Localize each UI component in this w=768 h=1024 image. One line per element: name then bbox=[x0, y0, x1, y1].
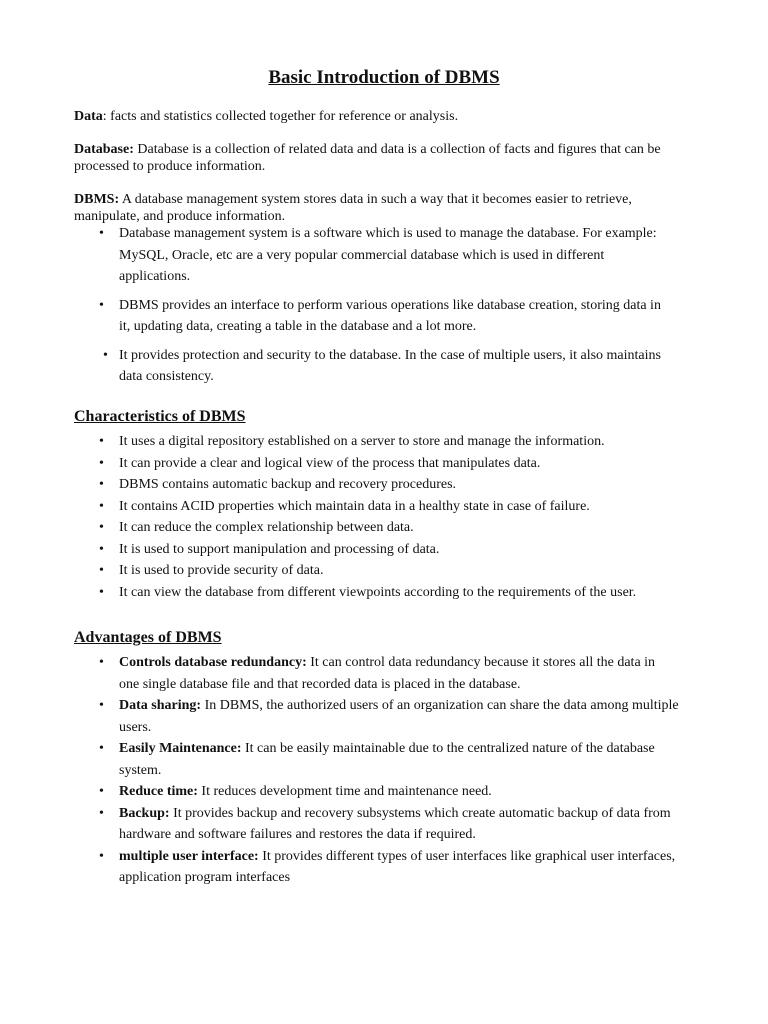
advantage-text: It can control data redundancy because it stores all the data in one single database file and that recorded data is placed in the database. bbox=[119, 655, 656, 692]
list-item bbox=[0, 474, 700, 496]
list-item-text: It uses a digital repository established on a server to store and manage the information. bbox=[119, 434, 605, 449]
advantage-lead: Controls database redundancy: bbox=[119, 655, 307, 670]
definition-term: DBMS: bbox=[74, 192, 120, 207]
list-item bbox=[0, 652, 700, 695]
list-item bbox=[0, 453, 700, 475]
advantage-lead: Backup: bbox=[119, 805, 170, 821]
list-item-text: It can view the database from different viewpoints according to the requirements of the user. bbox=[119, 584, 637, 600]
bullet-icon: • bbox=[99, 434, 104, 449]
characteristics-heading: Characteristics of DBMS bbox=[74, 408, 246, 425]
bullet-icon: • bbox=[99, 655, 104, 670]
list-item bbox=[0, 223, 662, 288]
list-item-text: It is used to support manipulation and processing of data. bbox=[119, 541, 440, 557]
list-item bbox=[0, 539, 700, 561]
list-item bbox=[0, 695, 700, 738]
list-item bbox=[0, 738, 700, 781]
bullet-icon: • bbox=[99, 498, 104, 514]
advantage-text: It provides different types of user interfaces like graphical user interfaces, application program interfaces bbox=[119, 848, 676, 885]
definition-database bbox=[74, 142, 686, 175]
advantages-heading: Advantages of DBMS bbox=[74, 629, 222, 646]
bullet-icon: • bbox=[99, 297, 104, 313]
advantage-lead: Data sharing: bbox=[119, 698, 202, 713]
definition-text: A database management system stores data in such a way that it becomes easier to retrieve, manipulate, and produce information. bbox=[74, 192, 632, 224]
definition-dbms bbox=[74, 192, 699, 225]
advantage-text: It can be easily maintainable due to the centralized nature of the database system. bbox=[119, 741, 655, 778]
advantage-text: In DBMS, the authorized users of an organization can share the data among multiple users. bbox=[119, 698, 679, 735]
page-title: Basic Introduction of DBMS bbox=[268, 67, 500, 88]
list-item-text: DBMS contains automatic backup and recovery procedures. bbox=[119, 477, 457, 492]
bullet-icon: • bbox=[99, 784, 104, 799]
bullet-icon: • bbox=[99, 520, 104, 535]
list-item bbox=[0, 496, 700, 518]
bullet-icon: • bbox=[99, 848, 104, 864]
bullet-icon: • bbox=[99, 541, 104, 557]
definition-text: Database is a collection of related data and data is a collection of facts and figures that can be processed to produce information. bbox=[74, 142, 661, 174]
bullet-icon: • bbox=[99, 477, 104, 492]
characteristics-list bbox=[0, 431, 700, 603]
advantage-lead: Easily Maintenance: bbox=[119, 741, 242, 756]
dbms-points-list bbox=[0, 223, 662, 395]
list-item bbox=[0, 560, 700, 582]
list-item-text: It can provide a clear and logical view of the process that manipulates data. bbox=[119, 455, 541, 471]
list-item bbox=[0, 431, 700, 453]
bullet-icon: • bbox=[103, 347, 108, 363]
list-item-text: It can reduce the complex relationship between data. bbox=[119, 520, 414, 535]
list-item bbox=[0, 846, 700, 889]
bullet-icon: • bbox=[99, 455, 104, 471]
bullet-icon: • bbox=[99, 741, 104, 756]
list-item-text: DBMS provides an interface to perform various operations like database creation, storing data in it, updating data, creating a table in the database and a lot more. bbox=[119, 297, 661, 334]
advantages-list bbox=[0, 652, 700, 889]
list-item bbox=[0, 582, 700, 604]
definition-term: Database: bbox=[74, 142, 134, 157]
list-item-text: Database management system is a software which is used to manage the database. For example: MySQL, Oracle, etc are a very popular commercial database which is used in different applications. bbox=[119, 226, 657, 284]
bullet-icon: • bbox=[99, 805, 104, 821]
definition-text: : facts and statistics collected together for reference or analysis. bbox=[102, 109, 459, 124]
bullet-icon: • bbox=[99, 563, 104, 578]
advantage-text: It reduces development time and maintenance need. bbox=[197, 784, 492, 799]
list-item-text: It contains ACID properties which maintain data in a healthy state in case of failure. bbox=[119, 498, 590, 514]
bullet-icon: • bbox=[99, 226, 104, 241]
bullet-icon: • bbox=[99, 698, 104, 713]
advantage-lead: Reduce time: bbox=[119, 784, 198, 799]
definition-term: Data bbox=[74, 109, 103, 124]
advantage-text: It provides backup and recovery subsystems which create automatic backup of data from hardware and software failures and restores the data if required. bbox=[119, 805, 671, 842]
advantage-lead: multiple user interface: bbox=[119, 848, 259, 864]
definition-data bbox=[74, 109, 704, 126]
list-item-text: It provides protection and security to the database. In the case of multiple users, it also maintains data consistency. bbox=[119, 347, 661, 384]
list-item bbox=[0, 295, 662, 338]
list-item bbox=[0, 803, 700, 846]
bullet-icon: • bbox=[99, 584, 104, 600]
list-item-text: It is used to provide security of data. bbox=[119, 563, 324, 578]
list-item bbox=[0, 781, 700, 803]
list-item bbox=[0, 345, 662, 388]
list-item bbox=[0, 517, 700, 539]
